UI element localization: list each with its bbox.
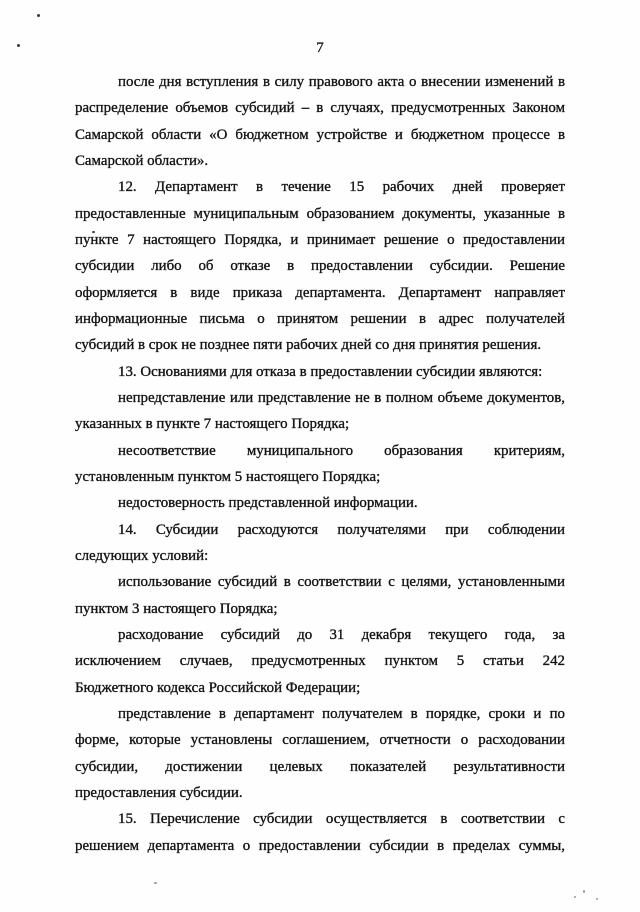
scan-speck [583,890,585,893]
text-line: Бюджетного кодекса Российской Федерации; [75,679,361,696]
text-line: представление в департамент получателем в порядке, сроки и по [118,705,565,722]
paragraph-continued [75,69,565,174]
condition-item [75,622,565,701]
text-line: несоответствие муниципального образования критериям, [118,442,565,459]
text-line: пунктом 3 настоящего Порядка; [75,600,278,617]
text-line: предоставленные муниципальным образованием документы, указанные в [75,205,565,222]
text-line: 12. Департамент в течение 15 рабочих дней проверяет [118,179,565,196]
text-line: предоставления субсидии. [75,784,243,801]
text-line: распределение объемов субсидий – в случаях, предусмотренных Законом [75,100,565,117]
text-line: пункте 7 настоящего Порядка, и принимает решение о предоставлении [75,231,565,248]
scan-speck [154,882,157,884]
text-line: исключением случаев, предусмотренных пунктом 5 статьи 242 [75,653,565,670]
text-line: использование субсидий в соответствии с целями, установленными [118,574,565,591]
refusal-ground-item [75,490,565,516]
text-line: непредставление или представление не в полном объеме документов, [118,389,565,406]
text-line: субсидии, достижении целевых показателей результативности [75,758,565,775]
scan-speck [574,896,576,898]
scan-speck [596,898,598,900]
text-line: Самарской области». [75,152,209,169]
text-line: 15. Перечисление субсидии осуществляется в соответствии с [118,811,565,828]
text-line: недостоверность представленной информации. [118,495,418,512]
refusal-ground-item [75,438,565,491]
text-line: решением департамента о предоставлении субсидии в пределах суммы, [75,837,565,854]
text-line: субсидий в срок не позднее пяти рабочих дней со дня принятия решения. [75,337,542,354]
clause-15 [75,806,565,859]
text-line: оформляется в виде приказа департамента. Департамент направляет [75,284,565,301]
text-line: 13. Основаниями для отказа в предоставлении субсидии являются: [118,363,543,380]
text-line: расходование субсидий до 31 декабря текущего года, за [118,626,565,643]
clause-13 [75,359,565,385]
refusal-ground-item [75,385,565,438]
clause-14 [75,517,565,570]
text-line: субсидии либо об отказе в предоставлении субсидии. Решение [75,258,565,275]
document-body [75,69,565,859]
text-line: следующих условий: [75,547,209,564]
text-line: Самарской области «О бюджетном устройстве и бюджетном процессе в [75,126,565,143]
scan-speck [37,14,40,17]
text-line: установленным пунктом 5 настоящего Порядка; [75,468,381,485]
condition-item [75,701,565,806]
condition-item [75,569,565,622]
text-line: форме, которые установлены соглашением, отчетности о расходовании [75,732,565,749]
page-number: 7 [316,40,324,56]
clause-12 [75,174,565,358]
text-line: информационные письма о принятом решении в адрес получателей [75,310,565,327]
text-line: 14. Субсидии расходуются получателями при соблюдении [118,521,565,538]
text-line: указанных в пункте 7 настоящего Порядка; [75,416,350,433]
text-line: после дня вступления в силу правового акта о внесении изменений в [118,74,565,90]
